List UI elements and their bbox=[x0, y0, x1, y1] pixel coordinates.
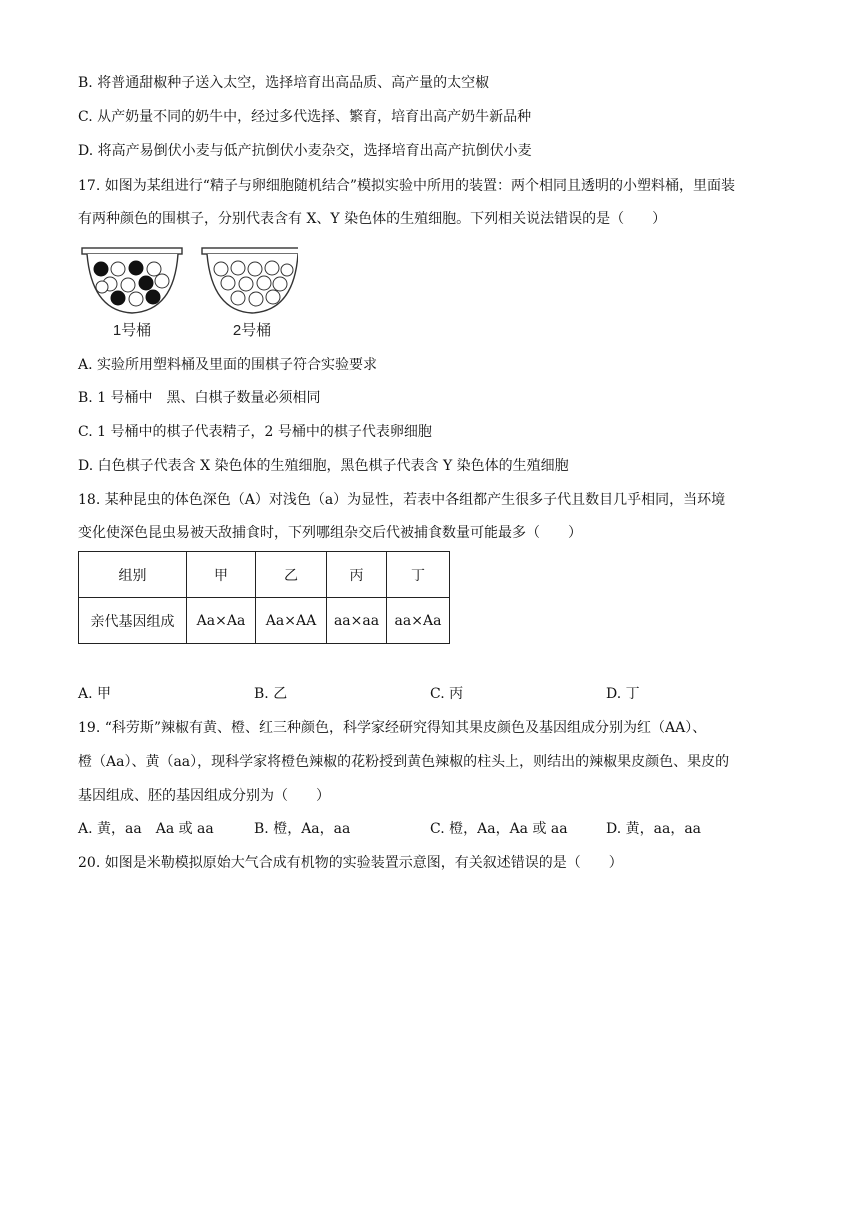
bucket-2 bbox=[202, 248, 298, 339]
q18-options bbox=[78, 684, 798, 704]
bucket-1-label: 1号桶 bbox=[112, 322, 152, 339]
q19-option-b: B. 橙，Aa，aa bbox=[254, 821, 351, 837]
q19-option-c: C. 橙，Aa，Aa 或 aa bbox=[430, 821, 568, 837]
q20-stem-line1: 20. 如图是米勒模拟原始大气合成有机物的实验装置示意图，有关叙述错误的是（ ） bbox=[78, 855, 623, 871]
q17-option-b: B. 1 号桶中 黑、白棋子数量必须相同 bbox=[78, 390, 321, 406]
q17-option-d: D. 白色棋子代表含 X 染色体的生殖细胞，黑色棋子代表含 Y 染色体的生殖细胞 bbox=[78, 458, 569, 474]
table-header-cell: 甲 bbox=[187, 552, 256, 598]
table-cell: 亲代基因组成 bbox=[79, 598, 187, 644]
q19-stem-line1: 19. “科劳斯”辣椒有黄、橙、红三种颜色，科学家经研究得知其果皮颜色及基因组成分别为红（AA）、 bbox=[78, 720, 707, 736]
q19-stem-line2: 橙（Aa）、黄（aa），现科学家将橙色辣椒的花粉授到黄色辣椒的柱头上，则结出的辣椒果皮颜色、果皮的 bbox=[78, 754, 730, 770]
q18-option-a: A. 甲 bbox=[78, 686, 112, 702]
q17-option-c: C. 1 号桶中的棋子代表精子，2 号桶中的棋子代表卵细胞 bbox=[78, 424, 432, 440]
q19-options bbox=[78, 819, 798, 839]
table-header-cell: 丁 bbox=[387, 552, 450, 598]
q17-stem-line2: 有两种颜色的围棋子，分别代表含有 X、Y 染色体的生殖细胞。下列相关说法错误的是（ ） bbox=[78, 211, 667, 227]
table-header-row bbox=[79, 552, 450, 598]
q16-option-d: D. 将高产易倒伏小麦与低产抗倒伏小麦杂交，选择培育出高产抗倒伏小麦 bbox=[78, 143, 532, 159]
q18-option-c: C. 丙 bbox=[430, 686, 464, 702]
bucket-2-label: 2号桶 bbox=[232, 322, 272, 339]
q16-option-c: C. 从产奶量不同的奶牛中，经过多代选择、繁育，培育出高产奶牛新品种 bbox=[78, 109, 532, 125]
q17-option-a: A. 实验所用塑料桶及里面的围棋子符合实验要求 bbox=[78, 357, 378, 373]
table-header-cell: 丙 bbox=[327, 552, 387, 598]
table-header-cell: 乙 bbox=[256, 552, 327, 598]
q18-stem-line2: 变化使深色昆虫易被天敌捕食时，下列哪组杂交后代被捕食数量可能最多（ ） bbox=[78, 525, 582, 541]
q18-option-b: B. 乙 bbox=[254, 686, 288, 702]
table-row bbox=[79, 598, 450, 644]
q16-option-b: B. 将普通甜椒种子送入太空，选择培育出高品质、高产量的太空椒 bbox=[78, 75, 490, 91]
table-cell: aa×aa bbox=[327, 598, 387, 644]
q19-stem-line3: 基因组成、胚的基因组成分别为（ ） bbox=[78, 788, 330, 804]
table-cell: Aa×AA bbox=[256, 598, 327, 644]
q17-stem-line1: 17. 如图为某组进行“精子与卵细胞随机结合”模拟实验中所用的装置：两个相同且透明的小塑料桶，里面装 bbox=[78, 178, 736, 194]
bucket-1 bbox=[82, 248, 182, 339]
table-cell: Aa×Aa bbox=[187, 598, 256, 644]
bucket-figure bbox=[78, 243, 298, 343]
q19-option-d: D. 黄，aa，aa bbox=[606, 821, 702, 837]
q18-stem-line1: 18. 某种昆虫的体色深色（A）对浅色（a）为显性，若表中各组都产生很多子代且数目几乎相同，当环境 bbox=[78, 492, 726, 508]
q19-option-a: A. 黄，aa Aa 或 aa bbox=[78, 821, 214, 837]
genotype-table bbox=[78, 551, 450, 644]
table-cell: aa×Aa bbox=[387, 598, 450, 644]
q18-option-d: D. 丁 bbox=[606, 686, 640, 702]
table-header-cell: 组别 bbox=[79, 552, 187, 598]
